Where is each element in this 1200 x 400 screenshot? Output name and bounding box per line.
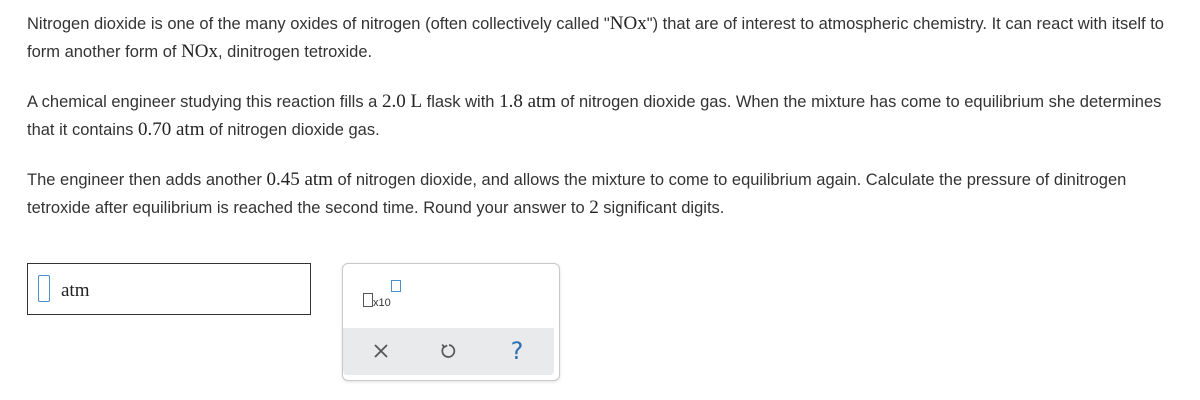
sci-base-slot-icon — [363, 293, 373, 307]
help-button[interactable] — [497, 334, 537, 368]
clear-button[interactable] — [361, 334, 401, 368]
scientific-notation-button[interactable] — [361, 278, 407, 312]
paragraph-task: The engineer then adds another 0.45 atm of nitrogen dioxide, and allows the mixture to come to equilibrium again. Calculate the pressure of dinitrogen tetroxide after equilibrium is reached the second time. Round your answer to 2 significant digits. — [27, 169, 1127, 218]
paragraph-setup: A chemical engineer studying this reaction fills a 2.0 L flask with 1.8 atm of nitrogen dioxide gas. When the mixture has come to equilibrium she determines that it contains 0.70 atm of nitrogen dioxide gas. — [27, 91, 1162, 140]
question-text — [27, 10, 1177, 244]
math-added-pressure: 0.45 atm — [266, 169, 333, 190]
math-nox: NOx — [609, 13, 647, 34]
answer-input-slot[interactable] — [38, 275, 50, 302]
math-initial-pressure: 1.8 atm — [499, 91, 557, 112]
undo-button[interactable] — [429, 334, 469, 368]
answer-input-box[interactable] — [27, 263, 311, 315]
palette-action-bar — [343, 328, 554, 375]
math-palette — [342, 263, 560, 381]
answer-unit: atm — [61, 280, 90, 301]
undo-icon — [440, 342, 458, 360]
paragraph-intro: Nitrogen dioxide is one of the many oxides of nitrogen (often collectively called "NOx") that are of interest to atmospheric chemistry. It can react with itself to form another form of NOx, dinitrogen tetroxide. — [27, 13, 1164, 62]
sci-x10-label: x10 — [373, 297, 391, 309]
help-icon: ? — [510, 337, 524, 365]
sci-exponent-slot-icon — [391, 280, 401, 292]
close-icon — [373, 343, 389, 359]
math-significant-digits: 2 — [589, 197, 599, 218]
math-volume: 2.0 L — [381, 91, 423, 112]
math-equilibrium-pressure: 0.70 atm — [137, 119, 205, 140]
math-nox: NOx — [181, 41, 219, 62]
